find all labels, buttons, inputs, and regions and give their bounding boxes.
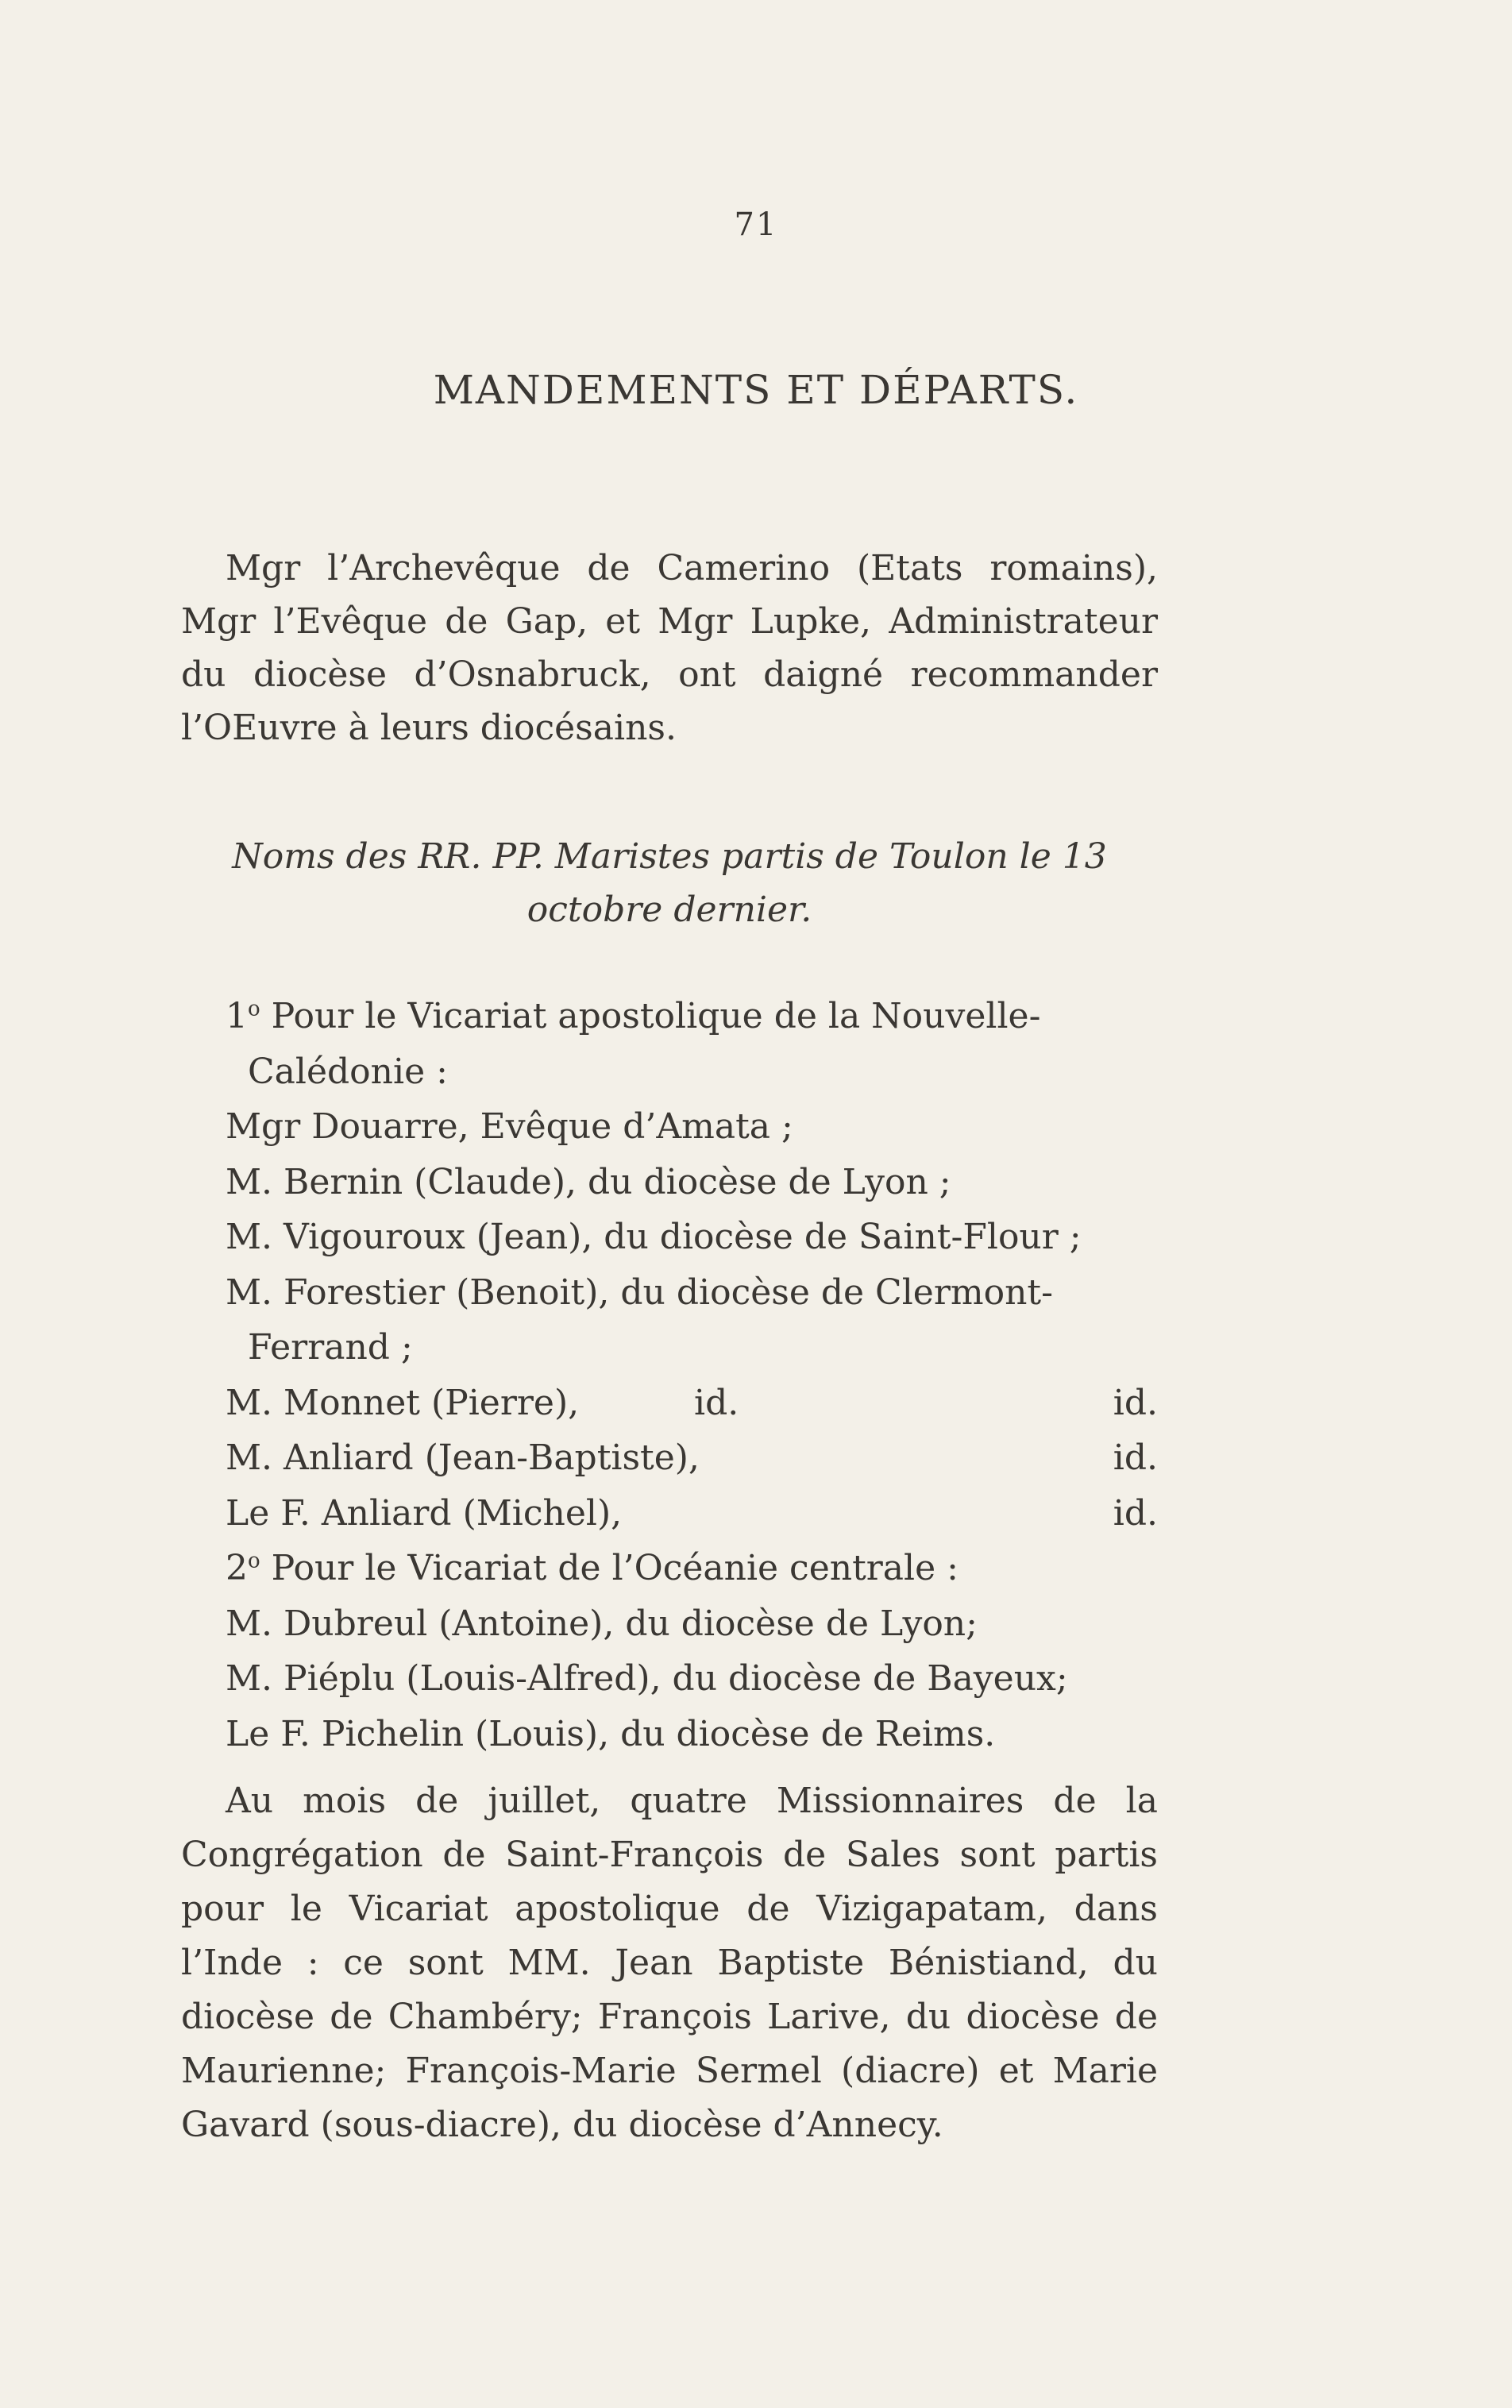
page-number: 71 (734, 206, 778, 243)
section1-title-line1: Pour le Vicariat apostolique de la Nouvelle- (271, 996, 1041, 1036)
closing-paragraph: Au mois de juillet, quatre Missionnaires de la Congrégation de Saint-François de Sales sont partis pour le Vicariat apostolique de Vizigapatam, dans l’Inde : ce sont MM. Jean Baptiste Bénistiand, du diocèse de Chambéry; François Larive, du diocèse de Maurienne; François-Marie Sermel (diacre) et Marie Gavard (sous-diacre), du diocèse d’Annecy. (181, 1781, 1158, 2145)
list-item: M. Bernin (Claude), du diocèse de Lyon ; (226, 1161, 951, 1202)
tabular-right: id. (1113, 1492, 1158, 1534)
tabular-name: Le F. Anliard (Michel), (226, 1492, 623, 1534)
list-item: M. Piéplu (Louis-Alfred), du diocèse de Bayeux; (226, 1658, 1068, 1699)
list-item: M. Forestier (Benoit), du diocèse de Clermont- (226, 1272, 1053, 1313)
section1-title (181, 989, 1158, 1044)
section1-number: 1 (226, 996, 248, 1036)
list-heading: Noms des RR. PP. Maristes partis de Toulon le 13 octobre dernier. (232, 836, 1107, 930)
section1-title-line2: Calédonie : (248, 1051, 448, 1092)
list-item: Ferrand ; (248, 1327, 413, 1368)
section1-ordinal: o (248, 997, 260, 1021)
tabular-right: id. (1113, 1382, 1158, 1423)
missionary-list (181, 989, 1158, 1762)
section2-ordinal: o (248, 1549, 260, 1573)
list-item: Mgr Douarre, Evêque d’Amata ; (226, 1106, 793, 1147)
section2-number: 2 (226, 1548, 248, 1588)
tabular-mid: id. (694, 1382, 739, 1423)
list-item: M. Vigouroux (Jean), du diocèse de Saint-Flour ; (226, 1217, 1082, 1257)
tabular-name: M. Monnet (Pierre), (226, 1382, 580, 1423)
list-item-tabular (181, 1376, 1158, 1431)
section2-title (181, 1541, 1158, 1596)
section2-title-text: Pour le Vicariat de l’Océanie centrale : (271, 1548, 958, 1588)
list-item-tabular (181, 1430, 1158, 1486)
list-item: Le F. Pichelin (Louis), du diocèse de Reims. (226, 1713, 996, 1754)
list-item: M. Dubreul (Antoine), du diocèse de Lyon; (226, 1603, 978, 1644)
list-item-tabular (181, 1486, 1158, 1542)
tabular-name: M. Anliard (Jean-Baptiste), (226, 1437, 700, 1478)
intro-paragraph (181, 542, 1158, 754)
page-heading: MANDEMENTS ET DÉPARTS. (433, 367, 1079, 413)
intro-paragraph-text: Mgr l’Archevêque de Camerino (Etats romains), Mgr l’Evêque de Gap, et Mgr Lupke, Administrateur du diocèse d’Osnabruck, ont daigné recommander l’OEuvre à leurs diocésains. (181, 548, 1158, 748)
tabular-right: id. (1113, 1437, 1158, 1478)
